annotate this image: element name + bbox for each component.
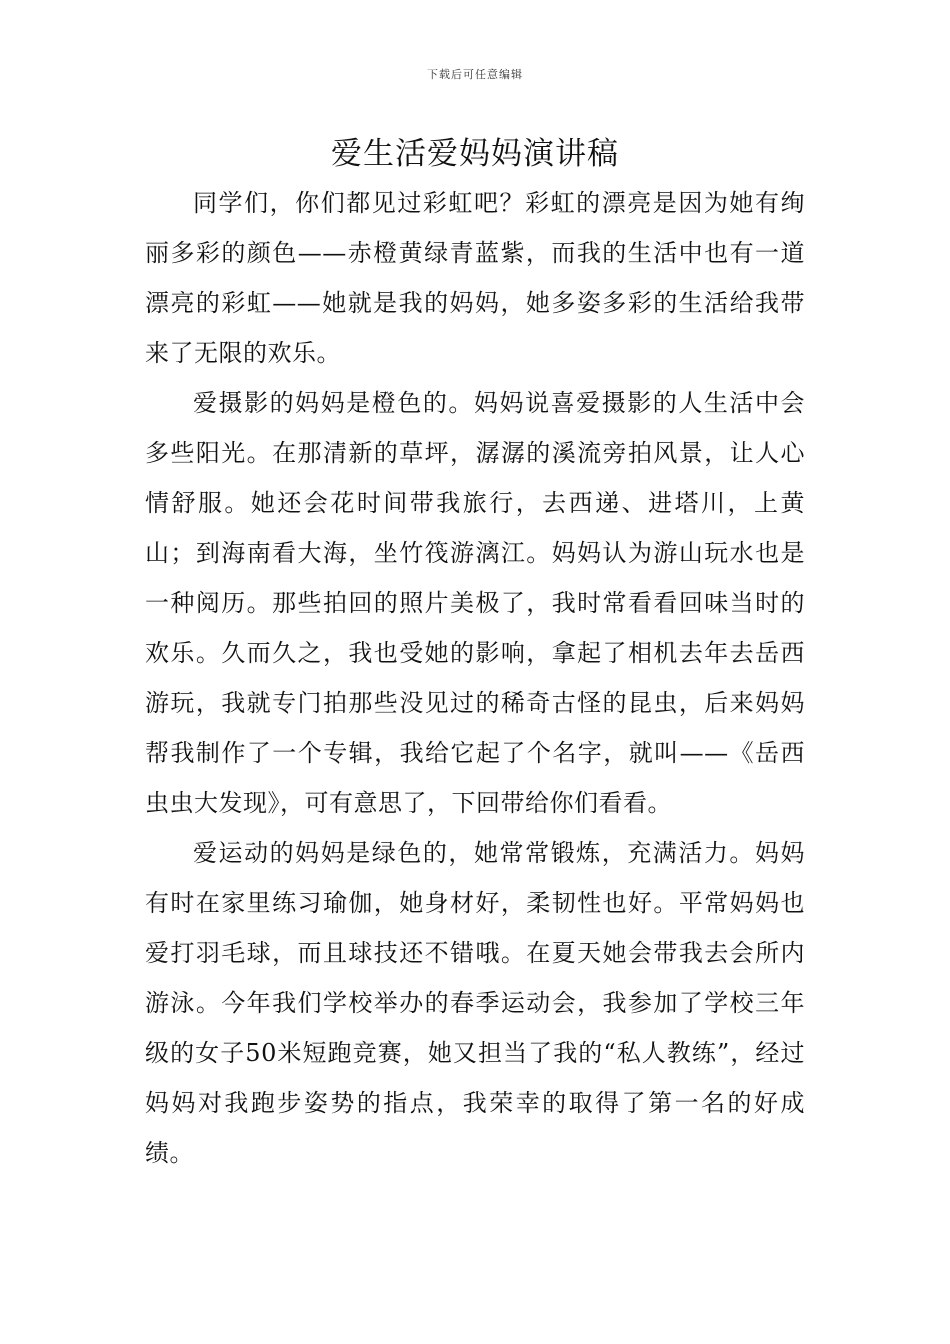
page-title: 爱生活爱妈妈演讲稿 [331,136,619,172]
header-note: 下载后可任意编辑 [427,68,523,81]
paragraph-intro: 同学们，你们都见过彩虹吧？彩虹的漂亮是因为她有绚丽多彩的颜色——赤橙黄绿青蓝紫，而我的生活中也有一道漂亮的彩虹——她就是我的妈妈，她多姿多彩的生活给我带来了无限的欢乐。 [145,189,805,367]
paragraph-photography: 爱摄影的妈妈是橙色的。妈妈说喜爱摄影的人生活中会多些阳光。在那清新的草坪，潺潺的溪流旁拍风景，让人心情舒服。她还会花时间带我旅行，去西递、进塔川，上黄山；到海南看大海，坐竹筏游漓江。妈妈认为游山玩水也是一种阅历。那些拍回的照片美极了，我时常看看回味当时的欢乐。久而久之，我也受她的影响，拿起了相机去年去岳西游玩，我就专门拍那些没见过的稀奇古怪的昆虫，后来妈妈帮我制作了一个专辑，我给它起了个名字，就叫——《岳西虫虫大发现》，可有意思了，下回带给你们看看。 [145,389,805,817]
paragraph-sports: 爱运动的妈妈是绿色的，她常常锻炼，充满活力。妈妈有时在家里练习瑜伽，她身材好，柔韧性也好。平常妈妈也爱打羽毛球，而且球技还不错哦。在夏天她会带我去会所内游泳。今年我们学校举办的春季运动会，我参加了学校三年级的女子50米短跑竞赛，她又担当了我的“私人教练”，经过妈妈对我跑步姿势的指点，我荣幸的取得了第一名的好成绩。 [145,839,805,1167]
body-text [145,178,805,1178]
